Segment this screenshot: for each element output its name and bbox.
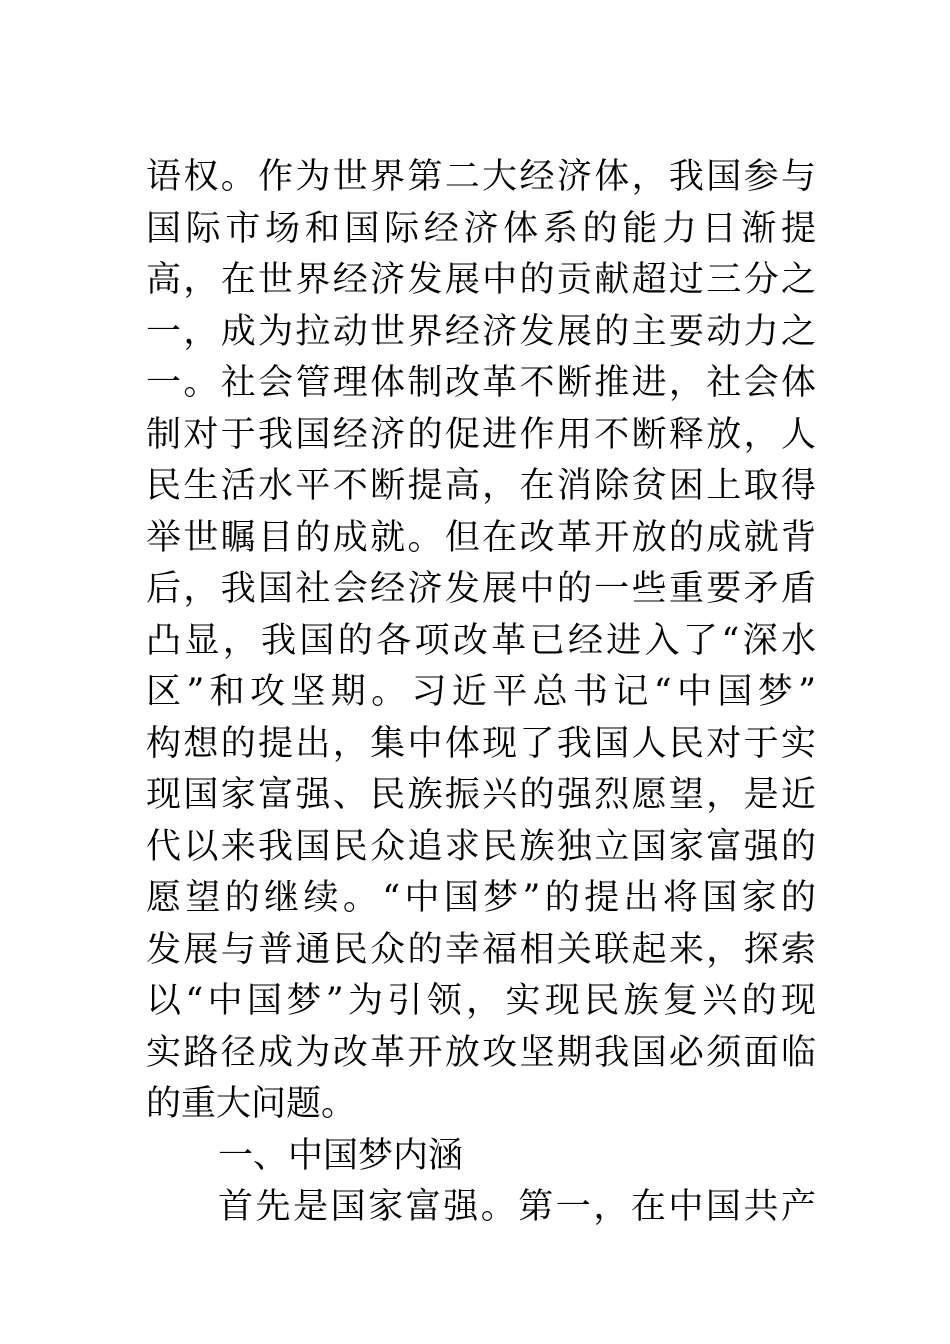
text-line: 区”和攻坚期。习近平总书记“中国梦” (146, 672, 816, 712)
text-line: 发展与普通民众的幸福相关联起来，探索 (146, 929, 816, 970)
text-line: 以“中国梦”为引领，实现民族复兴的现 (146, 981, 816, 1021)
text-line: 愿望的继续。“中国梦”的提出将国家的 (146, 878, 816, 918)
text-line: 语权。作为世界第二大经济体，我国参与 (146, 157, 816, 197)
body-text (146, 152, 816, 1234)
text-line: 国际市场和国际经济体系的能力日渐提 (146, 208, 816, 249)
text-line: 的重大问题。 (146, 1084, 357, 1124)
text-line: 现国家富强、民族振兴的强烈愿望，是近 (146, 775, 816, 815)
section-heading: 一、中国梦内涵 (218, 1135, 464, 1176)
text-line: 实路径成为改革开放攻坚期我国必须面临 (146, 1032, 816, 1073)
text-line: 一。社会管理体制改革不断推进，社会体 (146, 363, 816, 403)
text-line: 制对于我国经济的促进作用不断释放，人 (146, 414, 816, 455)
text-line: 民生活水平不断提高，在消除贫困上取得 (146, 466, 816, 506)
text-line: 举世瞩目的成就。但在改革开放的成就背 (146, 517, 816, 558)
text-line: 凸显，我国的各项改革已经进入了“深水 (146, 620, 816, 661)
text-line: 一，成为拉动世界经济发展的主要动力之 (146, 311, 816, 352)
text-line: 高，在世界经济发展中的贡献超过三分之 (146, 260, 816, 300)
text-line: 代以来我国民众追求民族独立国家富强的 (146, 826, 816, 867)
paragraph-first-line: 首先是国家富强。第一，在中国共产 (218, 1187, 816, 1227)
text-line: 构想的提出，集中体现了我国人民对于实 (146, 723, 816, 764)
text-line: 后，我国社会经济发展中的一些重要矛盾 (146, 569, 816, 609)
